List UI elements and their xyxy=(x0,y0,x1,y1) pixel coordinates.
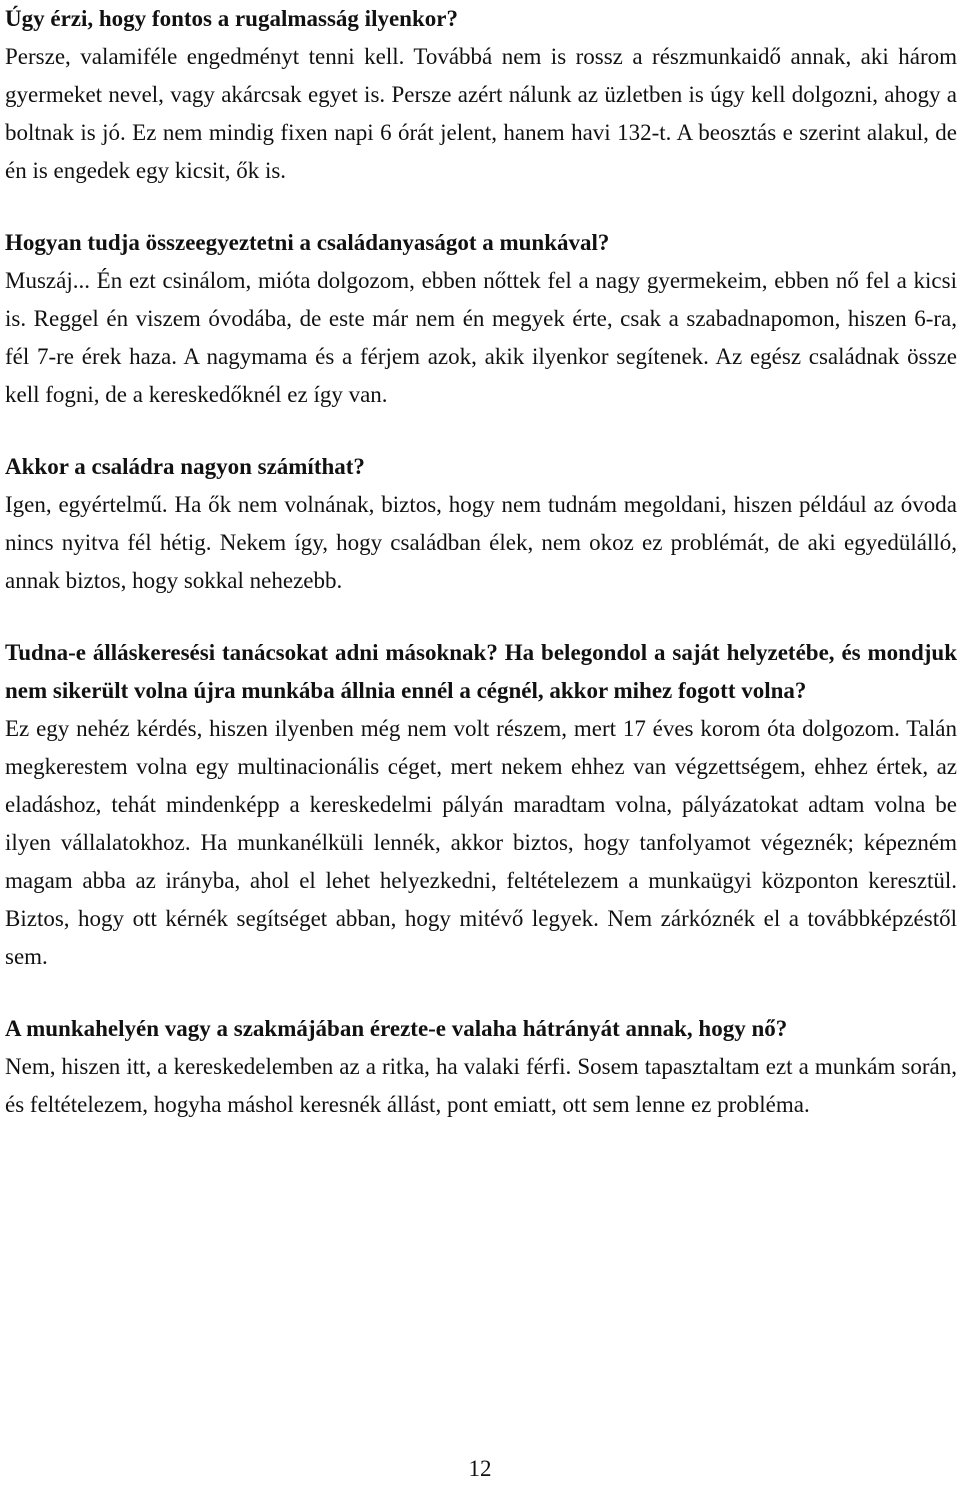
page-number: 12 xyxy=(468,1456,492,1481)
qa-section-5 xyxy=(5,1010,957,1124)
answer-paragraph: Nem, hiszen itt, a kereskedelemben az a ritka, ha valaki férfi. Sosem tapasztaltam ezt a munkám során, és feltételezem, hogyha máshol keresnék állást, pont emiatt, ott sem lenne ez probléma. xyxy=(5,1054,957,1117)
answer-paragraph: Muszáj... Én ezt csinálom, mióta dolgozom, ebben nőttek fel a nagy gyermekeim, ebben nő fel a kicsi is. Reggel én viszem óvodába, de este már nem én megyek érte, csak a szabadnapomon, hiszen 6-ra, fél 7-re érek haza. A nagymama és a férjem azok, akik ilyenkor segítenek. Az egész családnak össze kell fogni, de a kereskedőknél ez így van. xyxy=(5,268,957,407)
answer-paragraph: Igen, egyértelmű. Ha ők nem volnának, biztos, hogy nem tudnám megoldani, hiszen például az óvoda nincs nyitva fél hétig. Nekem így, hogy családban élek, nem okoz ez problémát, de aki egyedülálló, annak biztos, hogy sokkal nehezebb. xyxy=(5,492,957,593)
question-heading: A munkahelyén vagy a szakmájában érezte-e valaha hátrányát annak, hogy nő? xyxy=(5,1016,788,1041)
qa-section-2 xyxy=(5,224,957,414)
document-page xyxy=(5,0,957,1124)
question-heading: Tudna-e álláskeresési tanácsokat adni másoknak? Ha belegondol a saját helyzetébe, és mondjuk nem sikerült volna újra munkába állnia ennél a cégnél, akkor mihez fogott volna? xyxy=(5,640,957,703)
qa-section-4 xyxy=(5,634,957,976)
question-heading: Akkor a családra nagyon számíthat? xyxy=(5,454,365,479)
qa-section-1 xyxy=(5,0,957,190)
question-heading: Úgy érzi, hogy fontos a rugalmasság ilyenkor? xyxy=(5,6,458,31)
question-heading: Hogyan tudja összeegyeztetni a családanyaságot a munkával? xyxy=(5,230,610,255)
answer-paragraph: Persze, valamiféle engedményt tenni kell. Továbbá nem is rossz a részmunkaidő annak, aki három gyermeket nevel, vagy akárcsak egyet is. Persze azért nálunk az üzletben is úgy kell dolgozni, ahogy a boltnak is jó. Ez nem mindig fixen napi 6 órát jelent, hanem havi 132-t. A beosztás e szerint alakul, de én is engedek egy kicsit, ők is. xyxy=(5,44,957,183)
qa-section-3 xyxy=(5,448,957,600)
answer-paragraph: Ez egy nehéz kérdés, hiszen ilyenben még nem volt részem, mert 17 éves korom óta dolgozom. Talán megkerestem volna egy multinacionális céget, mert nekem ehhez van végzettségem, ehhez értek, az eladáshoz, tehát mindenképp a kereskedelmi pályán maradtam volna, pályázatokat adtam volna be ilyen vállalatokhoz. Ha munkanélküli lennék, akkor biztos, hogy tanfolyamot végeznék; képezném magam abba az irányba, ahol el lehet helyezkedni, feltételezem a munkaügyi központon keresztül. Biztos, hogy ott kérnék segítséget abban, hogy mitévő legyek. Nem zárkóznék el a továbbképzéstől sem. xyxy=(5,716,957,969)
